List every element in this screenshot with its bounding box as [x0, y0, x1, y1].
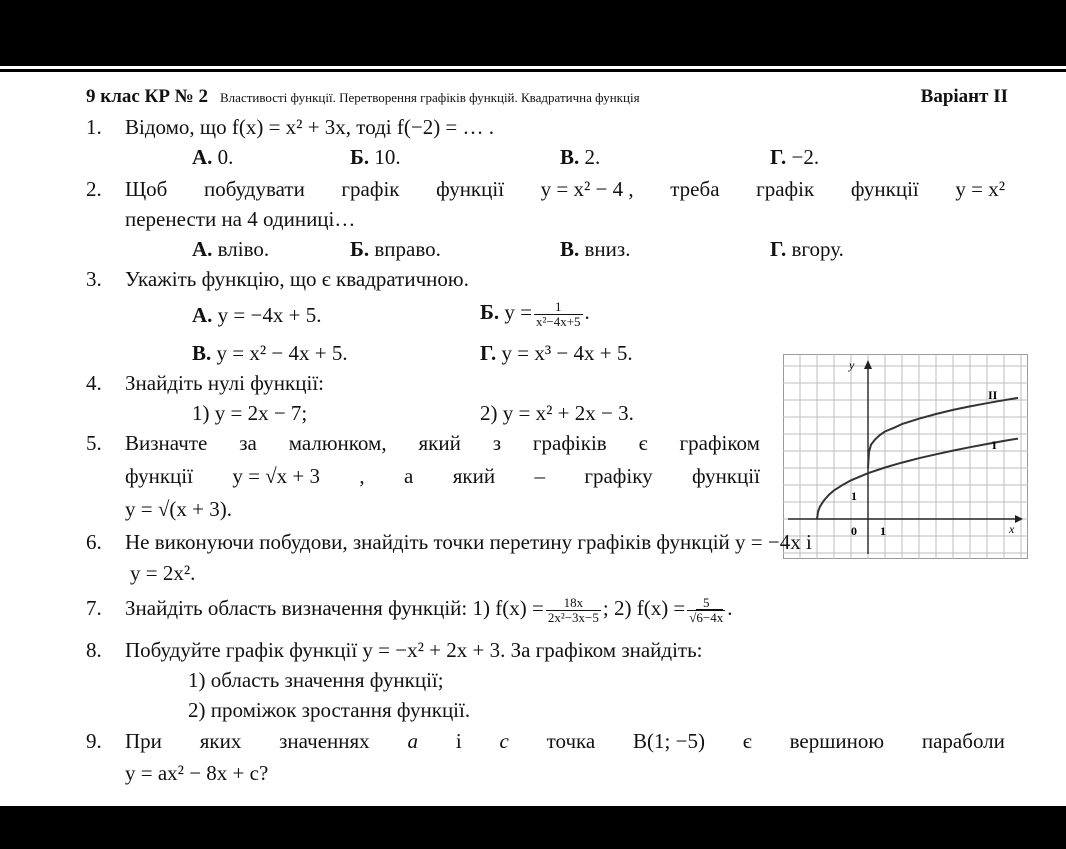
y-tick-one: 1: [851, 489, 857, 503]
question-5-line-3: y = √(x + 3).: [125, 497, 232, 521]
q3-option-c: В. y = x² − 4x + 5.: [192, 341, 348, 365]
question-text: Знайдіть область визначення функцій: 1) f(x) = $\frac{18x}{\text{2x²−3x−5}}$ ; 2) f(x) = $\frac{5}{√6-4x}$ .: [125, 594, 733, 625]
question-number: 7.: [86, 596, 102, 620]
q2-option-c: В. вниз.: [560, 237, 631, 261]
worksheet-page: 9 клас КР № 2 Властивості функції. Перетворення графіків функцій. Квадратична функція Варіант II 1. Відомо, що f(x) = x² + 3x, тоді f(−2) = … . А. 0. Б. 10. В. 2. Г. −2. 2. Щоб побудувати графік функції y = x² − 4 , треба графік функції y = x² перенести на 4 одиниці… А. вліво. Б. вправо. В. вниз. Г. вгору. 3. Укажіть функцію, що є квадратичною. А. y = −4x + 5. Б. y = $\frac{1}{\text{x²−4x+5}}$ . В. y = x² − 4x + 5. Г. y = x³ − 4x + 5. 4. Знайдіть нулі функції: 1) y = 2x − 7; 2) y = x² + 2x − 3. 5. Визначте за малюнком, який з графіків є графіком функції y = √x + 3 , а який – графіку функції y = √(x + 3). y x 0 1 1 I II 6. Не виконуючи побудови, знайдіть точки перетину графіків функцій y = −4x і y = 2x². 7. Знайдіть область визначення функцій: 1) f(x) = $\frac{18x}{\text{2x²−3x−5}}$ ; 2) f(x) = $\frac{5}{√6-4x}$ . 8. Побудуйте графік функції y = −x² + 2x + 3. За графіком знайдіть: 1) область значення функції; 2) проміжок зростання функції. 9. При яких значеннях a і c точка B(1; −5) є вершиною параболи y = ax² − 8x + c?: [0, 66, 1066, 806]
question-number: 5.: [86, 431, 102, 455]
variant-label: Варіант II: [920, 86, 1008, 107]
question-9-continued: y = ax² − 8x + c?: [125, 761, 269, 785]
question-number: 1.: [86, 115, 102, 139]
q2-option-a: А. вліво.: [192, 237, 270, 261]
question-6-continued: y = 2x².: [130, 561, 196, 585]
q3-option-a: А. y = −4x + 5.: [192, 303, 322, 327]
q3-option-b: Б. y = $\frac{1}{\text{x²−4x+5}}$ .: [480, 298, 590, 329]
y-axis-label: y: [849, 358, 855, 372]
q1-option-b: Б. 10.: [350, 145, 401, 169]
q4-sub-1: 1) y = 2x − 7;: [192, 401, 308, 425]
question-text: Не виконуючи побудови, знайдіть точки перетину графіків функцій y = −4x і: [125, 530, 812, 554]
q1-option-a: А. 0.: [192, 145, 234, 169]
question-number: 3.: [86, 267, 102, 291]
graph-frame: [784, 355, 1028, 559]
question-text: Укажіть функцію, що є квадратичною.: [125, 267, 469, 291]
question-text: При яких значеннях a і c точка B(1; −5) є вершиною параболи: [125, 729, 1005, 753]
top-rule: [0, 69, 1066, 72]
question-text: Побудуйте графік функції y = −x² + 2x + 3. За графіком знайдіть:: [125, 638, 703, 662]
question-number: 2.: [86, 177, 102, 201]
question-text: Знайдіть нулі функції:: [125, 371, 324, 395]
question-number: 8.: [86, 638, 102, 662]
question-text: Щоб побудувати графік функції y = x² − 4 , треба графік функції y = x²: [125, 177, 1005, 201]
fraction: $\frac{1}{\text{x²−4x+5}}$: [535, 298, 581, 329]
q8-sub-1: 1) область значення функції;: [188, 668, 444, 692]
question-number: 4.: [86, 371, 102, 395]
curve-ii-label: II: [988, 388, 998, 402]
q1-option-c: В. 2.: [560, 145, 601, 169]
question-number: 9.: [86, 729, 102, 753]
worksheet-header: [86, 86, 1008, 112]
q2-option-d: Г. вгору.: [770, 237, 844, 261]
curve-i-label: I: [992, 438, 997, 452]
q8-sub-2: 2) проміжок зростання функції.: [188, 698, 471, 722]
x-tick-one: 1: [880, 524, 886, 538]
q4-sub-2: 2) y = x² + 2x − 3.: [480, 401, 634, 425]
q2-option-b: Б. вправо.: [350, 237, 441, 261]
q3-option-d: Г. y = x³ − 4x + 5.: [480, 341, 633, 365]
function-graph: [783, 354, 1028, 559]
q1-option-d: Г. −2.: [770, 145, 820, 169]
fraction-1: $\frac{18x}{\text{2x²−3x−5}}$: [547, 594, 599, 625]
class-label: 9 клас КР № 2: [86, 86, 209, 107]
origin-label: 0: [851, 524, 857, 538]
question-text: Відомо, що f(x) = x² + 3x, тоді f(−2) = … .: [125, 115, 495, 139]
fraction-2: $\frac{5}{√6-4x}$: [689, 594, 724, 625]
x-axis-label: x: [1009, 522, 1015, 536]
question-text: Визначте за малюнком, який з графіків є графіком: [125, 431, 760, 455]
question-number: 6.: [86, 530, 102, 554]
question-2-continued: перенести на 4 одиниці…: [125, 207, 356, 231]
topic-label: Властивості функції. Перетворення графіків функцій. Квадратична функція: [220, 90, 640, 105]
